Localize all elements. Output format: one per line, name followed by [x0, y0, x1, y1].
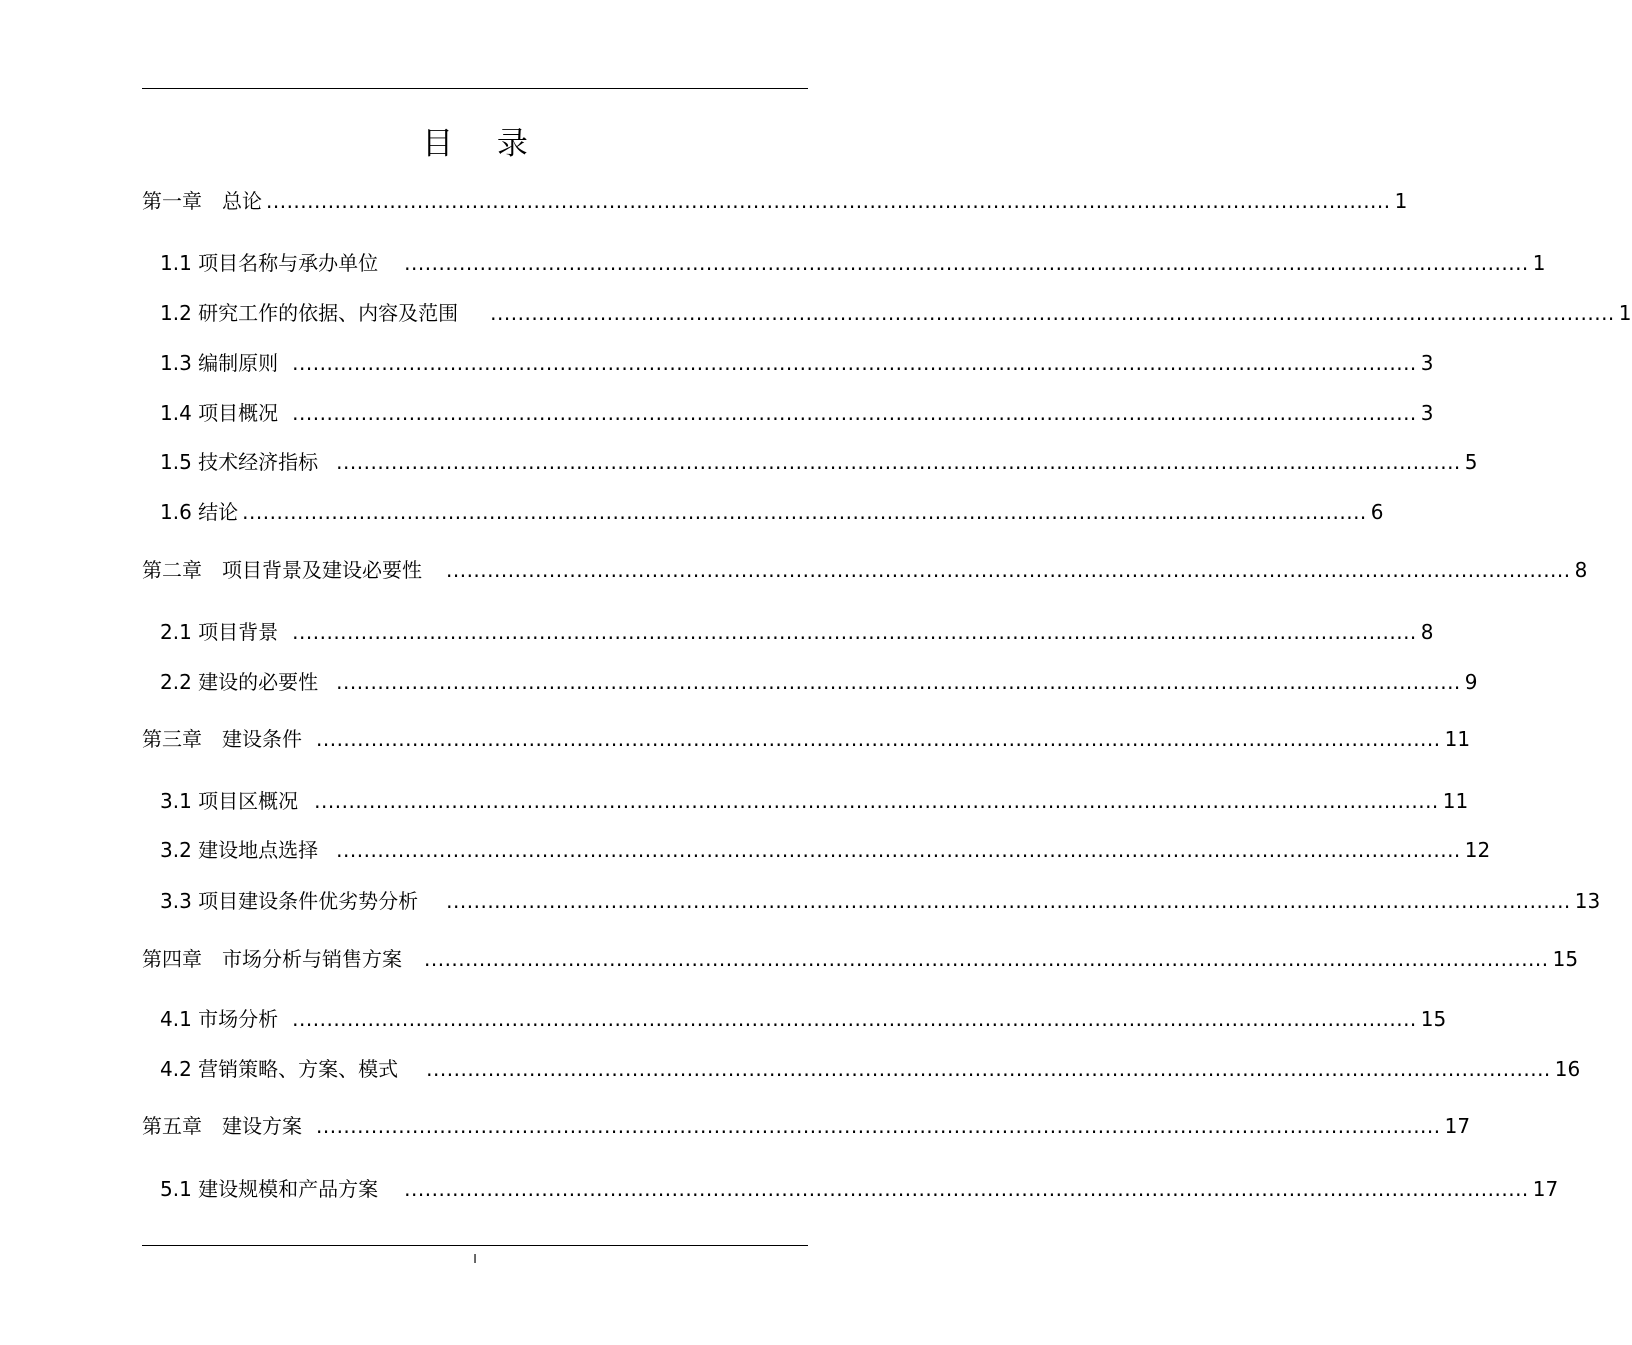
toc-page: 3	[1420, 401, 1434, 425]
toc-leader: ....................................................................................................................................................................	[314, 789, 1439, 813]
toc-chapter-2[interactable]	[142, 555, 1588, 585]
footer-page-number: I	[473, 1252, 477, 1266]
toc-page: 17	[1444, 1114, 1471, 1138]
toc-label: 第一章 总论	[142, 189, 262, 213]
toc-leader: ....................................................................................................................................................................	[292, 620, 1417, 644]
toc-section-2-1[interactable]	[160, 617, 1434, 647]
toc-page: 16	[1554, 1057, 1581, 1081]
toc-label: 2.2 建设的必要性	[160, 670, 319, 694]
toc-page: 1	[1618, 301, 1632, 325]
toc-section-4-2[interactable]	[160, 1054, 1581, 1084]
toc-page: 11	[1442, 789, 1469, 813]
toc-chapter-4[interactable]	[142, 944, 1579, 974]
toc-page: 5	[1464, 450, 1478, 474]
toc-leader: ....................................................................................................................................................................	[446, 558, 1571, 582]
toc-label: 第四章 市场分析与销售方案	[142, 947, 402, 971]
toc-page: 13	[1574, 889, 1601, 913]
toc-label: 1.3 编制原则	[160, 351, 279, 375]
toc-label: 1.4 项目概况	[160, 401, 279, 425]
toc-label: 5.1 建设规模和产品方案	[160, 1177, 379, 1201]
toc-leader: ....................................................................................................................................................................	[316, 727, 1441, 751]
toc-chapter-5[interactable]	[142, 1111, 1471, 1141]
toc-leader: ....................................................................................................................................................................	[266, 189, 1391, 213]
toc-label: 3.1 项目区概况	[160, 789, 299, 813]
toc-label: 2.1 项目背景	[160, 620, 279, 644]
toc-section-1-4[interactable]	[160, 398, 1434, 428]
toc-leader: ....................................................................................................................................................................	[424, 947, 1549, 971]
toc-leader: ....................................................................................................................................................................	[336, 450, 1461, 474]
toc-label: 1.6 结论	[160, 500, 239, 524]
toc-page: 11	[1444, 727, 1471, 751]
toc-label: 4.1 市场分析	[160, 1007, 279, 1031]
toc-section-1-6[interactable]	[160, 497, 1384, 527]
toc-leader: ....................................................................................................................................................................	[336, 670, 1461, 694]
toc-label: 3.3 项目建设条件优劣势分析	[160, 889, 419, 913]
toc-page: 15	[1552, 947, 1579, 971]
toc-section-3-2[interactable]	[160, 835, 1491, 865]
toc-chapter-3[interactable]	[142, 724, 1471, 754]
toc-page: 15	[1420, 1007, 1447, 1031]
toc-section-5-1[interactable]	[160, 1174, 1559, 1204]
toc-page: 9	[1464, 670, 1478, 694]
toc-leader: ....................................................................................................................................................................	[404, 1177, 1529, 1201]
footer-rule	[142, 1245, 808, 1246]
toc-label: 4.2 营销策略、方案、模式	[160, 1057, 399, 1081]
toc-page: 1	[1532, 251, 1546, 275]
toc-page: 6	[1370, 500, 1384, 524]
toc-page: 8	[1574, 558, 1588, 582]
toc-label: 第五章 建设方案	[142, 1114, 302, 1138]
toc-section-2-2[interactable]	[160, 667, 1478, 697]
toc-page: 8	[1420, 620, 1434, 644]
toc-label: 3.2 建设地点选择	[160, 838, 319, 862]
toc-page: 17	[1532, 1177, 1559, 1201]
toc-leader: ....................................................................................................................................................................	[292, 351, 1417, 375]
toc-label: 第二章 项目背景及建设必要性	[142, 558, 422, 582]
toc-label: 1.1 项目名称与承办单位	[160, 251, 379, 275]
toc-section-3-3[interactable]	[160, 886, 1601, 916]
header-rule	[142, 88, 808, 89]
page-title: 目 录	[422, 126, 545, 162]
toc-leader: ....................................................................................................................................................................	[446, 889, 1571, 913]
toc-leader: ....................................................................................................................................................................	[316, 1114, 1441, 1138]
toc-section-3-1[interactable]	[160, 786, 1469, 816]
toc-leader: ....................................................................................................................................................................	[292, 401, 1417, 425]
toc-page: 3	[1420, 351, 1434, 375]
toc-leader: ....................................................................................................................................................................	[292, 1007, 1417, 1031]
toc-section-1-5[interactable]	[160, 447, 1478, 477]
toc-page: 12	[1464, 838, 1491, 862]
toc-leader: ....................................................................................................................................................................	[242, 500, 1367, 524]
toc-leader: ....................................................................................................................................................................	[490, 301, 1615, 325]
toc-leader: ....................................................................................................................................................................	[336, 838, 1461, 862]
toc-chapter-1[interactable]	[142, 186, 1408, 216]
toc-leader: ....................................................................................................................................................................	[426, 1057, 1551, 1081]
toc-section-1-3[interactable]	[160, 348, 1434, 378]
toc-page: 1	[1394, 189, 1408, 213]
toc-label: 第三章 建设条件	[142, 727, 302, 751]
toc-label: 1.2 研究工作的依据、内容及范围	[160, 301, 459, 325]
toc-section-4-1[interactable]	[160, 1004, 1447, 1034]
toc-label: 1.5 技术经济指标	[160, 450, 319, 474]
toc-section-1-1[interactable]	[160, 248, 1546, 278]
toc-leader: ....................................................................................................................................................................	[404, 251, 1529, 275]
toc-section-1-2[interactable]	[160, 298, 1632, 328]
